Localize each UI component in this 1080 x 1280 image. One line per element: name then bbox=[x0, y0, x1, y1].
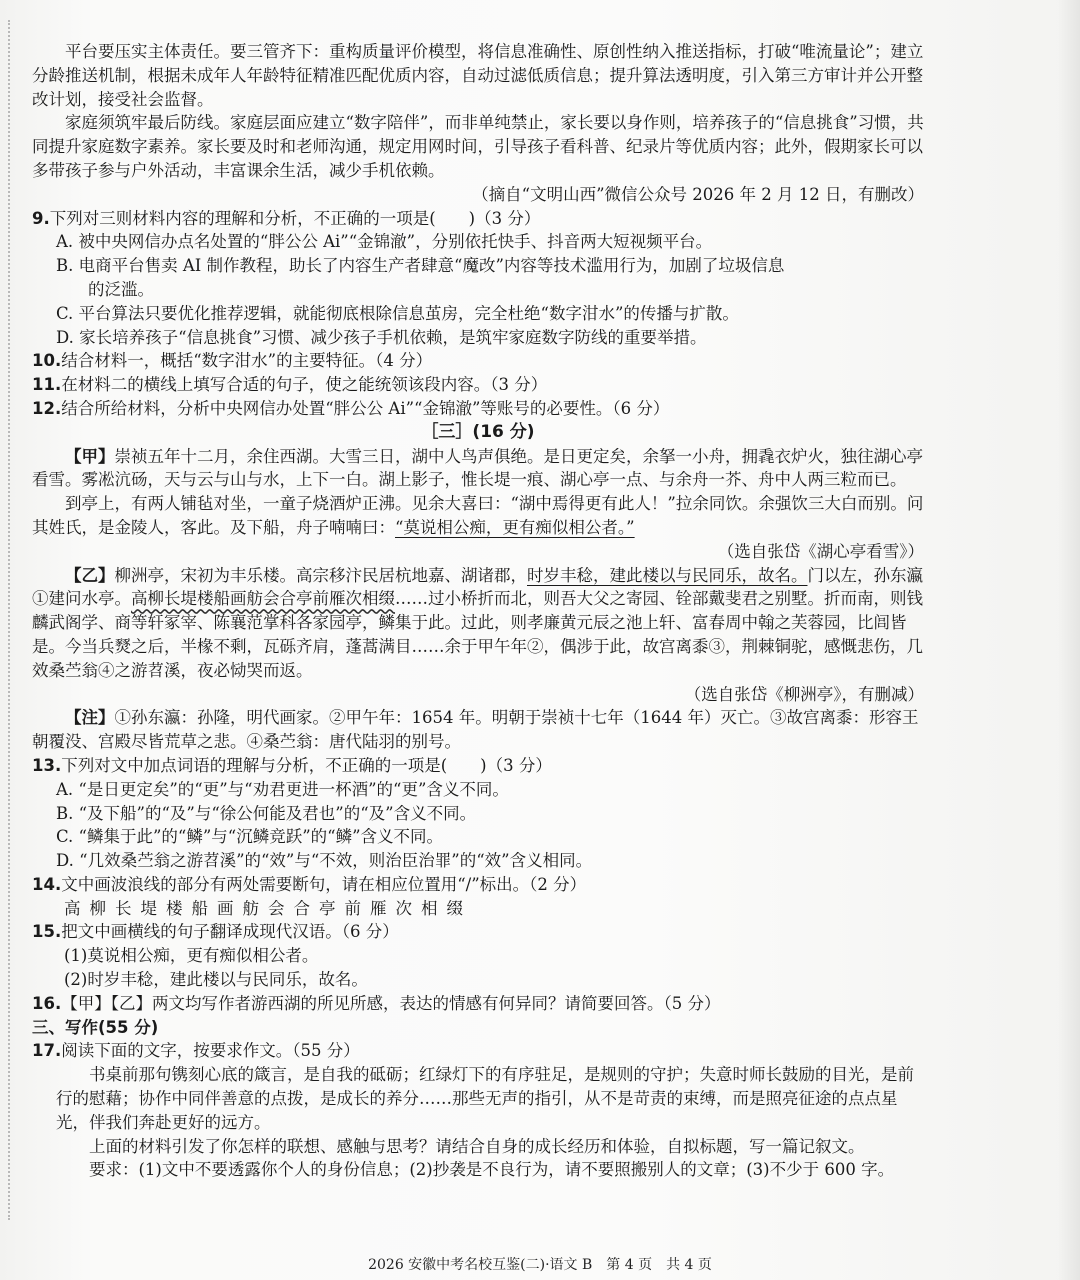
question-number: 15. bbox=[32, 922, 62, 942]
question-text: 在材料二的横线上填写合适的句子，使之能统领该段内容。（3 分） bbox=[61, 375, 548, 395]
passage-text: 崇祯五年十二月，余住西湖。大雪三日，湖中人鸟声俱绝。是日更定矣，余拏一小舟，拥毳衣炉火，独往湖心亭看雪。雾凇沆砀，天与云与山与水，上下一白。湖上影子，惟长堤一痕、湖心亭一点、与余舟一芥、舟中人两三粒而已。 bbox=[32, 446, 923, 490]
question-9-option-b: B. 电商平台售卖 AI 制作教程，助长了内容生产者肆意“魔改”内容等技术滥用行为，加剧了垃圾信息 bbox=[56, 256, 785, 276]
question-10 bbox=[32, 349, 924, 373]
question-13-stem bbox=[32, 754, 924, 778]
question-16 bbox=[32, 992, 924, 1016]
part-3-heading: ［三］(16 分) bbox=[421, 421, 535, 442]
question-number: 10. bbox=[32, 351, 62, 371]
underlined-sentence: 时岁丰稔，建此楼以与民同乐，故名。 bbox=[527, 565, 808, 585]
underlined-sentence: “莫说相公痴，更有痴似相公者。” bbox=[395, 517, 635, 537]
question-14-segment-line: 高柳长堤楼船画舫会合亭前雁次相缀 bbox=[64, 898, 472, 918]
question-text: 文中画波浪线的部分有两处需要断句，请在相应位置用“/”标出。（2 分） bbox=[61, 874, 587, 894]
question-9-option-c: C. 平台算法只要优化推荐逻辑，就能彻底根除信息茧房，完全杜绝“数字泔水”的传播与扩散。 bbox=[56, 303, 739, 323]
passage-text: 门以左，孙东瀛①建问水亭。 bbox=[32, 565, 923, 609]
question-text: 【甲】【乙】两文均写作者游西湖的所见所感，表达的情感有何异同？请简要回答。（5 分） bbox=[61, 993, 721, 1013]
question-number: 17. bbox=[32, 1041, 62, 1061]
passage-tag: 【甲】 bbox=[65, 446, 115, 466]
passage-text: 柳洲亭，宋初为丰乐楼。高宗移汴民居杭地嘉、湖诸郡， bbox=[114, 565, 527, 585]
notes-text: ①孙东瀛：孙隆，明代画家。②甲午年：1654 年。明朝于崇祯十七年（1644 年）灭亡。③故宫离黍：形容王朝覆没、宫殿尽皆荒草之悲。④桑苎翁：唐代陆羽的别号。 bbox=[32, 708, 919, 752]
passage-text: 到亭上，有两人铺毡对坐，一童子烧酒炉正沸。见余大喜曰：“湖中焉得更有此人！”拉余同饮。余强饮三大白而别。问其姓氏，是金陵人，客此。及下船，舟子喃喃曰： bbox=[32, 494, 924, 537]
question-13-option-d: D. “几效桑苎翁之游苕溪”的“效”与“不效，则治臣治罪”的“效”含义相同。 bbox=[56, 851, 593, 871]
question-number: 13. bbox=[32, 755, 62, 775]
question-17 bbox=[32, 1039, 924, 1063]
page-footer: 2026 安徽中考名校互鉴(二)·语文 B 第 4 页 共 4 页 bbox=[368, 1257, 712, 1273]
question-12 bbox=[32, 397, 924, 421]
question-17-material: 书桌前那句镌刻心底的箴言，是自我的砥砺；红绿灯下的有序驻足，是规则的守护；失意时师长鼓励的目光，是前行的慰藉；协作中同伴善意的点拨，是成长的养分……那些无声的指引，从不是苛责的束缚，而是照亮征途的点点星光，伴我们奔赴更好的远方。 bbox=[56, 1065, 914, 1132]
section-3-heading: 三、写作(55 分) bbox=[32, 1017, 159, 1037]
question-9-option-d: D. 家长培养孩子“信息挑食”习惯、减少孩子手机依赖，是筑牢家庭数字防线的重要举措。 bbox=[56, 327, 707, 347]
question-number: 16. bbox=[32, 993, 62, 1013]
question-15-sentence-1: (1)莫说相公痴，更有痴似相公者。 bbox=[64, 946, 319, 966]
page-edge-shadow bbox=[1058, 0, 1080, 1280]
question-number: 11. bbox=[32, 375, 62, 395]
page-content bbox=[32, 40, 924, 1182]
passage-jia-p2 bbox=[32, 492, 924, 540]
passage-tag: 【乙】 bbox=[65, 565, 115, 585]
material-paragraph-family: 家庭须筑牢最后防线。家庭层面应建立“数字陪伴”，而非单纯禁止，家长要以身作则，培养孩子的“信息挑食”习惯，共同提升家庭数字素养。家长要及时和老师沟通，规定用网时间，引导孩子看科普、纪录片等优质内容；此外，假期家长可以多带孩子参与户外活动，丰富课余生活，减少手机依赖。 bbox=[32, 113, 924, 180]
question-text: 把文中画横线的句子翻译成现代汉语。（6 分） bbox=[61, 922, 399, 942]
question-number: 14. bbox=[32, 874, 62, 894]
material-paragraph-platform: 平台要压实主体责任。要三管齐下：重构质量评价模型，将信息准确性、原创性纳入推送指标，打破“唯流量论”；建立分龄推送机制，根据未成年人年龄特征精准匹配优质内容，自动过滤低质信息；提升算法透明度，引入第三方审计并公开整改计划，接受社会监督。 bbox=[32, 42, 924, 109]
passage-jia-source: （选自张岱《湖心亭看雪》） bbox=[717, 541, 924, 561]
passage-yi bbox=[32, 564, 924, 683]
passage-text: ……过小桥折而北，则吾大父之寄园、铨部戴斐君之别墅。折而南，则钱麟武阁学、商等轩冢宰、陈襄范掌科各家园亭，鳞集于此。过此，则孝廉黄元辰之池上轩、富春周中翰之芙蓉园，比闾皆是。今当兵燹之后，半椽不剩，瓦砾齐肩，蓬蒿满目……余于甲午年②，偶涉于此，故宫离黍③，荆棘铜驼，感慨悲伤，几效桑苎翁④之游苕溪，夜必恸哭而返。 bbox=[32, 589, 923, 680]
question-9-option-b-cont: 的泛滥。 bbox=[88, 279, 154, 299]
binding-margin-line bbox=[8, 20, 10, 1220]
question-15 bbox=[32, 920, 924, 944]
question-9-stem bbox=[32, 207, 924, 231]
question-text: 结合所给材料，分析中央网信办处置“胖公公 Ai”“金锦澈”等账号的必要性。（6 分） bbox=[61, 398, 670, 418]
question-text: 下列对三则材料内容的理解和分析，不正确的一项是( )（3 分） bbox=[49, 208, 541, 228]
annotations bbox=[32, 706, 924, 754]
notes-tag: 【注】 bbox=[65, 708, 115, 728]
question-text: 阅读下面的文字，按要求作文。（55 分） bbox=[61, 1041, 360, 1061]
wavy-underlined-text: 高柳长堤楼船画舫会合亭前雁次相缀 bbox=[131, 589, 395, 609]
question-text: 结合材料一，概括“数字泔水”的主要特征。（4 分） bbox=[61, 351, 433, 371]
material-source: （摘自“文明山西”微信公众号 2026 年 2 月 12 日，有删改） bbox=[472, 184, 924, 204]
question-15-sentence-2: (2)时岁丰稔，建此楼以与民同乐，故名。 bbox=[64, 970, 368, 990]
question-17-prompt: 上面的材料引发了你怎样的联想、感触与思考？请结合自身的成长经历和体验，自拟标题，写一篇记叙文。 bbox=[89, 1136, 865, 1156]
passage-jia-p1 bbox=[32, 445, 924, 493]
passage-yi-source: （选自张岱《柳洲亭》，有删减） bbox=[684, 684, 924, 704]
question-9-option-a: A. 被中央网信办点名处置的“胖公公 Ai”“金锦澈”，分别依托快手、抖音两大短视频平台。 bbox=[56, 232, 713, 252]
question-14 bbox=[32, 873, 924, 897]
question-number: 12. bbox=[32, 398, 62, 418]
question-17-requirements: 要求：(1)文中不要透露你个人的身份信息；(2)抄袭是不良行为，请不要照搬别人的文章；(3)不少于 600 字。 bbox=[89, 1160, 895, 1180]
question-11 bbox=[32, 373, 924, 397]
question-number: 9. bbox=[32, 208, 50, 228]
question-13-option-c: C. “鳞集于此”的“鳞”与“沉鳞竞跃”的“鳞”含义不同。 bbox=[56, 827, 444, 847]
question-13-option-a: A. “是日更定矣”的“更”与“劝君更进一杯酒”的“更”含义不同。 bbox=[56, 779, 509, 799]
question-text: 下列对文中加点词语的理解与分析，不正确的一项是( )（3 分） bbox=[61, 755, 552, 775]
question-13-option-b: B. “及下船”的“及”与“徐公何能及君也”的“及”含义不同。 bbox=[56, 803, 477, 823]
